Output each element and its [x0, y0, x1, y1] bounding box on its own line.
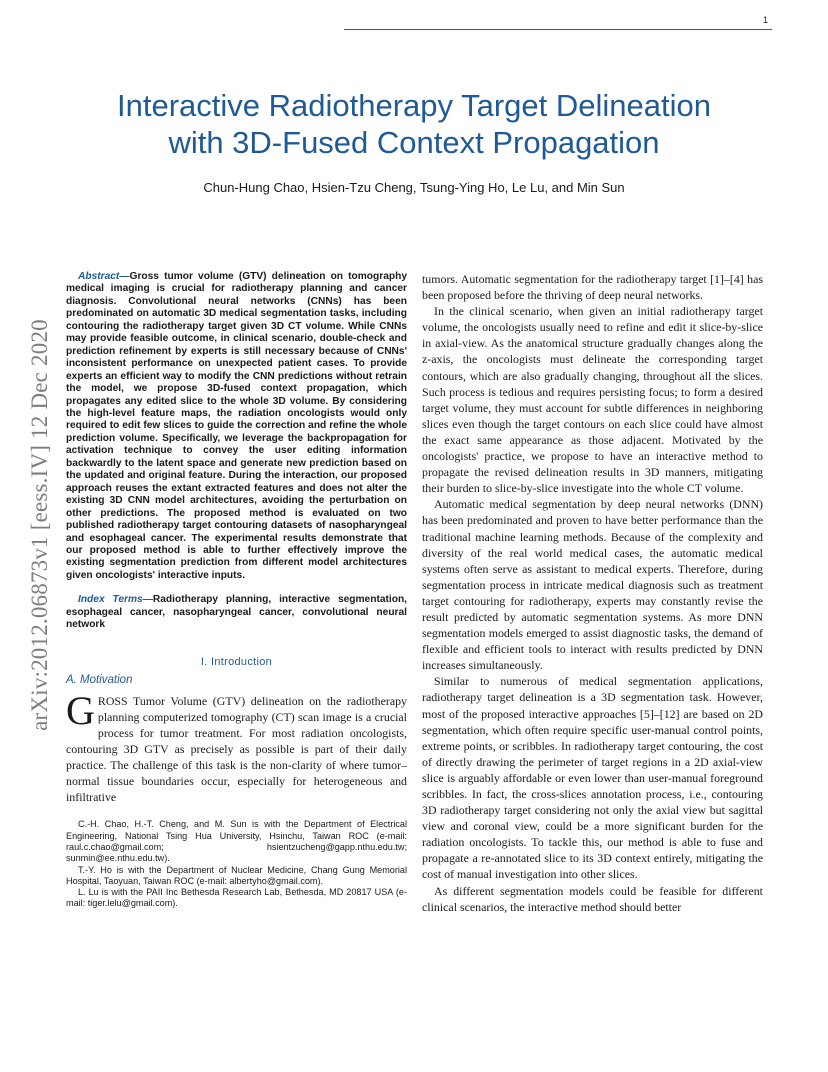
arxiv-identifier[interactable]: arXiv:2012.06873v1 [eess.IV] 12 Dec 2020	[27, 319, 52, 731]
author-list: Chun-Hung Chao, Hsien-Tzu Cheng, Tsung-Ying Ho, Le Lu, and Min Sun	[203, 180, 625, 195]
right-column	[422, 271, 763, 915]
body-paragraph-2: In the clinical scenario, when given an initial radiotherapy target volume, the oncologists usually need to refine and edit it slice-by-slice in axial-view. As the anatomical structure gradually changes along the z-axis, the oncologists must delineate the corresponding target contours, which are also gradually changing, throughout all the slices. Such process is tedious and requires persisting focus; to form a desired target volume, they must account for subtle differences in neighboring slices even though the target contours on each slice could have almost the exact same appearance as those adjacent. Motivated by the oncologists' practice, we propose to have an interactive method to propagate the revised delineation results in 3D manners, mitigating their burden to slice-by-slice investigate into the whole CT volume.	[422, 304, 763, 496]
footnote-2: T.-Y. Ho is with the Department of Nuclear Medicine, Chang Gung Memorial Hospital, Taoyuan, Taiwan ROC (e-mail: albertyho@gmail.com).	[66, 864, 407, 886]
paper-title	[60, 87, 768, 161]
intro-paragraph-text: ROSS Tumor Volume (GTV) delineation on the radiotherapy planning computerized tomography (CT) scan image is a crucial process for tumor treatment. For most radiation oncologists, contouring 3D GTV as precisely as possible is part of their daily practice. The challenge of this task is the non-clarity of where tumor–normal tissue boundaries occur, especially for heterogeneous and infiltrative	[66, 693, 407, 805]
abstract-text: Gross tumor volume (GTV) delineation on tomography medical imaging is crucial for radiotherapy planning and cancer diagnosis. Convolutional neural networks (CNNs) has been predominated on automatic 3D medical segmentation tasks, including contouring the radiotherapy target given 3D CT volume. While CNNs may provide feasible outcome, in clinical scenario, double-check and prediction refinement by experts is still necessary because of CNNs' inconsistent performance on unexpected patient cases. To provide experts an efficient way to modify the CNN predictions without retrain the model, we propose 3D-fused context propagation, which propagates any edited slice to the whole 3D volume. By considering the high-level feature maps, the radiation oncologists would only required to edit few slices to guide the correction and refine the whole prediction volume. Specifically, we leverage the backpropagation for activation technique to convey the user editing information backwardly to the latent space and generate new prediction based on the updated and original feature. During the interaction, our proposed approach reuses the extant extracted features and does not alter the existing 3D CNN model architectures, avoiding the perturbation on other predictions. The proposed method is evaluated on two published radiotherapy target contouring datasets of nasopharyngeal and esophageal cancer. The experimental results demonstrate that our proposed method is able to further effectively improve the existing segmentation prediction from different model architectures given oncologists' interactive inputs.	[66, 271, 407, 581]
title-line-2: with 3D-Fused Context Propagation	[168, 125, 660, 160]
body-paragraph-5: As different segmentation models could be feasible for different clinical scenarios, the interactive method should better	[422, 883, 763, 914]
left-column	[66, 271, 407, 910]
subsection-heading-motivation: A. Motivation	[66, 673, 133, 686]
index-terms-label: Index Terms—	[78, 594, 153, 606]
footnote-1: C.-H. Chao, H.-T. Cheng, and M. Sun is with the Department of Electrical Engineering, National Tsing Hua University, Hsinchu, Taiwan ROC (e-mail: raul.c.chao@gmail.com; hsientzucheng@gapp.nthu.edu.tw; sunmin@ee.nthu.edu.tw).	[66, 819, 407, 864]
title-line-1: Interactive Radiotherapy Target Delineation	[117, 88, 711, 123]
footnotes	[66, 819, 407, 909]
abstract-label: Abstract—	[78, 271, 130, 282]
index-terms	[66, 594, 407, 631]
footnote-3: L. Lu is with the PAII Inc Bethesda Research Lab, Bethesda, MD 20817 USA (e-mail: tiger.lelu@gmail.com).	[66, 887, 407, 909]
body-paragraph-1: tumors. Automatic segmentation for the radiotherapy target [1]–[4] has been proposed before the thriving of deep neural networks.	[422, 272, 763, 303]
abstract	[66, 271, 407, 582]
page-number: 1	[762, 15, 768, 25]
drop-cap: G	[66, 687, 95, 733]
section-heading-text: I. Introduction	[200, 655, 273, 668]
header-rule	[344, 29, 772, 30]
intro-paragraph	[66, 687, 407, 806]
body-paragraph-4: Similar to numerous of medical segmentation applications, radiotherapy target delineation is a 3D segmentation task. However, most of the proposed interactive approaches [5]–[12] are based on 2D segmentation, which often require specific user-manual control points, extreme points, or scribbles. In radiotherapy target contouring, the cost of directly drawing the perimeter of target regions in a 2D axial-view slice is arguably affordable or even lower than user-manual foreground scribbles. In fact, the cross-slices annotation process, i.e., contouring 3D radiotherapy target considering not only the axial view but sagittal view and coronal view, could be a more significant burden for the radiation oncologists. To tackle this, our method is able to fuse and propagate a re-annotated slice to its 3D context entirely, mitigating the cost of manual investigation into other slices.	[422, 674, 763, 882]
section-heading-introduction	[66, 656, 407, 668]
body-paragraph-3: Automatic medical segmentation by deep neural networks (DNN) has been predominated and proven to have better performance than the traditional machine learning methods. Because of the complexity and diversity of the real world medical cases, the automatic medical systems often serve as assistant to medical experts. Therefore, during segmentation process in intricate medical diagnosis such as treatment target contouring for radiotherapy, experts may constantly revise the result predicted by automatic segmentation systems. As more DNN segmentation models emerged to assist diagnostic tasks, the demand of flexible and efficient tools to interact with results predicted by DNN increases simultaneously.	[422, 497, 763, 673]
index-terms-text: Radiotherapy planning, interactive segmentation, esophageal cancer, nasopharyngeal cancer, convolutional neural network	[66, 594, 408, 631]
